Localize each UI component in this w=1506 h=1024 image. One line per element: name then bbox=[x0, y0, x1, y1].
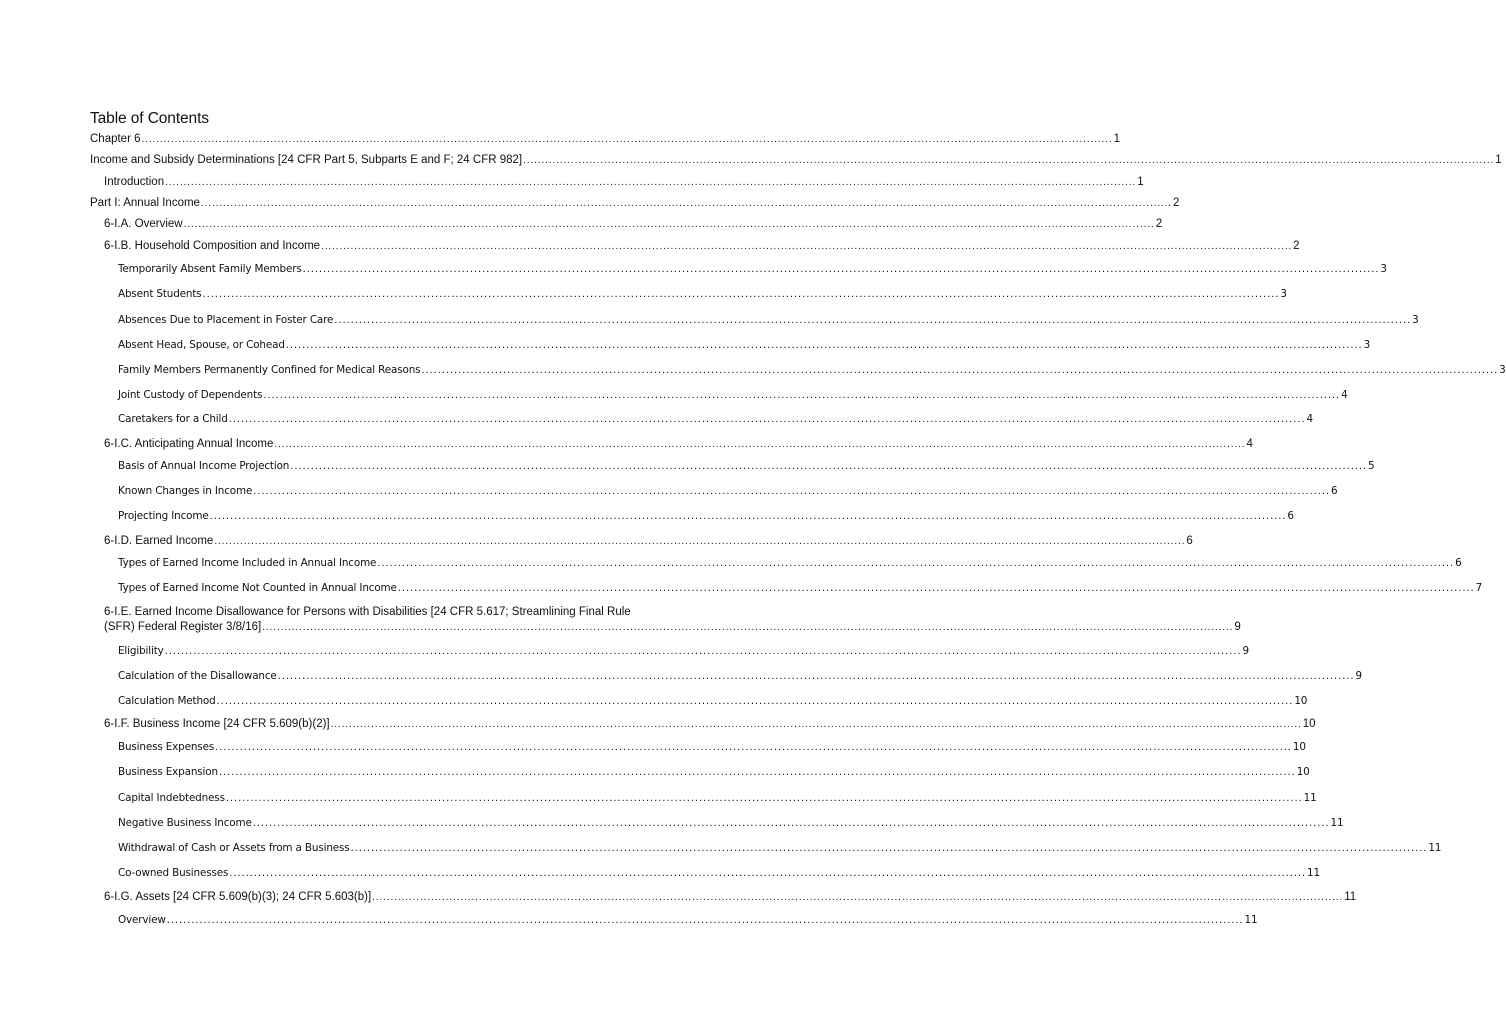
toc-page-number: 4 bbox=[1246, 438, 1253, 450]
dot-leader bbox=[210, 509, 1287, 524]
toc-entry[interactable] bbox=[118, 313, 1419, 328]
toc-entry-title: Basis of Annual Income Projection bbox=[118, 460, 290, 472]
dot-leader bbox=[321, 239, 1292, 254]
toc-entry-title: Income and Subsidy Determinations [24 CFR Part 5, Subparts E and F; 24 CFR 982] bbox=[90, 154, 523, 166]
toc-page-number: 7 bbox=[1475, 582, 1483, 594]
dot-leader bbox=[334, 313, 1411, 328]
toc-entry[interactable] bbox=[118, 913, 1258, 928]
dot-leader bbox=[165, 644, 1242, 659]
dot-leader bbox=[262, 620, 1233, 635]
dot-leader bbox=[286, 338, 1363, 353]
toc-entry[interactable] bbox=[118, 459, 1375, 474]
toc-page-number: 9 bbox=[1242, 645, 1249, 657]
dot-leader bbox=[184, 217, 1155, 232]
toc-entry-title: 6-I.C. Anticipating Annual Income bbox=[104, 438, 274, 450]
toc-entry-title: 6-I.G. Assets [24 CFR 5.609(b)(3); 24 CFR 5.603(b)] bbox=[104, 891, 372, 903]
toc-entry-title: Overview bbox=[118, 914, 166, 926]
toc-entry-title: 6-I.B. Household Composition and Income bbox=[104, 240, 321, 252]
dot-leader bbox=[167, 913, 1244, 928]
dot-leader bbox=[274, 437, 1245, 452]
toc-entry[interactable] bbox=[104, 239, 1300, 254]
toc-page-number: 5 bbox=[1368, 460, 1375, 472]
toc-page-number: 9 bbox=[1355, 670, 1362, 682]
toc-entry[interactable] bbox=[118, 363, 1506, 378]
toc-entry[interactable] bbox=[118, 338, 1371, 353]
toc-page-number: 6 bbox=[1186, 535, 1193, 547]
toc-entry-title: Eligibility bbox=[118, 645, 164, 657]
toc-entry-title-continued: (SFR) Federal Register 3/8/16] bbox=[104, 621, 262, 633]
toc-entry-title: Temporarily Absent Family Members bbox=[118, 263, 302, 275]
toc-entry[interactable] bbox=[118, 262, 1387, 277]
dot-leader bbox=[331, 717, 1302, 732]
dot-leader bbox=[278, 669, 1355, 684]
toc-entry-title: Absent Students bbox=[118, 288, 202, 300]
toc-page-number: 6 bbox=[1330, 485, 1338, 497]
dot-leader bbox=[226, 791, 1303, 806]
dot-leader bbox=[377, 556, 1454, 571]
toc-page-number: 11 bbox=[1344, 891, 1357, 903]
toc-entry[interactable] bbox=[118, 287, 1287, 302]
toc-page-number: 2 bbox=[1173, 197, 1180, 209]
toc-entry-title: Calculation of the Disallowance bbox=[118, 670, 277, 682]
toc-page-number: 10 bbox=[1294, 695, 1308, 707]
dot-leader bbox=[215, 740, 1292, 755]
dot-leader bbox=[229, 412, 1306, 427]
dot-leader bbox=[351, 841, 1428, 856]
toc-entry-title: Joint Custody of Dependents bbox=[118, 389, 263, 401]
toc-page-number: 3 bbox=[1380, 263, 1387, 275]
toc-entry[interactable] bbox=[118, 866, 1320, 881]
toc-entry-title: Projecting Income bbox=[118, 510, 209, 522]
toc-entry-title: Absent Head, Spouse, or Cohead bbox=[118, 339, 285, 351]
dot-leader bbox=[421, 363, 1498, 378]
toc-entry[interactable] bbox=[118, 644, 1249, 659]
toc-entry[interactable] bbox=[104, 175, 1144, 190]
toc-entry[interactable] bbox=[118, 765, 1310, 780]
dot-leader bbox=[263, 388, 1340, 403]
toc-entry-title: Caretakers for a Child bbox=[118, 413, 228, 425]
toc-entry[interactable] bbox=[118, 841, 1442, 856]
toc-entry[interactable] bbox=[118, 791, 1317, 806]
toc-entry[interactable] bbox=[118, 412, 1313, 427]
toc-page-number: 1 bbox=[1495, 154, 1502, 166]
toc-page-number: 2 bbox=[1155, 218, 1163, 230]
dot-leader bbox=[398, 581, 1475, 596]
toc-entry-title: Types of Earned Income Not Counted in Annual Income bbox=[118, 582, 397, 594]
toc-entry[interactable] bbox=[118, 388, 1348, 403]
dot-leader bbox=[523, 153, 1494, 168]
toc-page-number: 10 bbox=[1296, 766, 1310, 778]
dot-leader bbox=[214, 534, 1185, 549]
toc-entry[interactable] bbox=[104, 534, 1193, 549]
toc-entry[interactable] bbox=[118, 556, 1462, 571]
toc-page-number: 11 bbox=[1307, 867, 1320, 879]
toc-entry-title: Chapter 6 bbox=[90, 133, 141, 145]
toc-entry-title: Known Changes in Income bbox=[118, 485, 253, 497]
toc-entry[interactable] bbox=[104, 437, 1253, 452]
toc-entry[interactable] bbox=[118, 484, 1338, 499]
dot-leader bbox=[165, 175, 1136, 190]
toc-page-number: 1 bbox=[1137, 176, 1144, 188]
dot-leader bbox=[253, 816, 1330, 831]
toc-page-number: 4 bbox=[1306, 413, 1313, 425]
toc-page-number: 1 bbox=[1113, 133, 1120, 145]
toc-page-number: 10 bbox=[1302, 718, 1316, 730]
toc-page-number: 11 bbox=[1330, 817, 1344, 829]
toc-page-number: 6 bbox=[1455, 557, 1462, 569]
toc-title: Table of Contents bbox=[90, 110, 209, 127]
toc-page-number: 11 bbox=[1303, 792, 1317, 804]
toc-page-number: 10 bbox=[1292, 741, 1306, 753]
toc-entry[interactable] bbox=[90, 196, 1180, 211]
dot-leader bbox=[219, 765, 1296, 780]
toc-entry-title: Absences Due to Placement in Foster Care bbox=[118, 314, 334, 326]
toc-page-number: 11 bbox=[1428, 842, 1442, 854]
dot-leader bbox=[201, 196, 1172, 211]
dot-leader bbox=[290, 459, 1367, 474]
toc-entry[interactable] bbox=[104, 717, 1316, 732]
toc-entry-title: Withdrawal of Cash or Assets from a Business bbox=[118, 842, 350, 854]
toc-entry[interactable] bbox=[104, 217, 1163, 232]
toc-entry[interactable] bbox=[118, 669, 1362, 684]
toc-entry[interactable] bbox=[118, 740, 1306, 755]
toc-entry-title: Business Expenses bbox=[118, 741, 215, 753]
toc-entry-title: Negative Business Income bbox=[118, 817, 252, 829]
toc-entry[interactable] bbox=[104, 605, 1241, 635]
toc-entry[interactable] bbox=[118, 581, 1483, 596]
dot-leader bbox=[229, 866, 1306, 881]
toc-entry-title: Calculation Method bbox=[118, 695, 216, 707]
dot-leader bbox=[203, 287, 1280, 302]
toc-page-number: 3 bbox=[1280, 288, 1287, 300]
toc-entry[interactable] bbox=[90, 132, 1120, 147]
toc-entry-title: 6-I.E. Earned Income Disallowance for Persons with Disabilities [24 CFR 5.617; Streamlining Final Rule bbox=[104, 606, 631, 618]
toc-entry-title: Business Expansion bbox=[118, 766, 218, 778]
toc-entry[interactable] bbox=[118, 509, 1294, 524]
toc-page-number: 11 bbox=[1244, 914, 1258, 926]
toc-page-number: 9 bbox=[1234, 621, 1241, 633]
toc-entry-title: 6-I.D. Earned Income bbox=[104, 535, 214, 547]
toc-entry-title: Co-owned Businesses bbox=[118, 867, 229, 879]
toc-entry-title: Family Members Permanently Confined for Medical Reasons bbox=[118, 364, 421, 376]
toc-page-number: 4 bbox=[1341, 389, 1348, 401]
toc-entry-title: Introduction bbox=[104, 176, 165, 188]
toc-entry[interactable] bbox=[104, 890, 1357, 905]
toc-page-number: 6 bbox=[1287, 510, 1294, 522]
dot-leader bbox=[372, 890, 1343, 905]
toc-entry-title: 6-I.F. Business Income [24 CFR 5.609(b)(2)] bbox=[104, 718, 330, 730]
dot-leader bbox=[253, 484, 1330, 499]
toc-entry[interactable] bbox=[90, 153, 1502, 168]
toc-page-number: 2 bbox=[1293, 240, 1300, 252]
toc-entry-title: Capital Indebtedness bbox=[118, 792, 225, 804]
toc-entry-title: Part I: Annual Income bbox=[90, 197, 200, 209]
toc-page-number: 3 bbox=[1363, 339, 1371, 351]
toc-entry[interactable] bbox=[118, 816, 1344, 831]
toc-entry-title: 6-I.A. Overview bbox=[104, 218, 183, 230]
toc-entry-title: Types of Earned Income Included in Annual Income bbox=[118, 557, 377, 569]
dot-leader bbox=[217, 694, 1294, 709]
toc-entry[interactable] bbox=[118, 694, 1308, 709]
toc-page-number: 3 bbox=[1499, 364, 1506, 376]
dot-leader bbox=[303, 262, 1380, 277]
dot-leader bbox=[142, 132, 1113, 147]
toc-page-number: 3 bbox=[1412, 314, 1419, 326]
